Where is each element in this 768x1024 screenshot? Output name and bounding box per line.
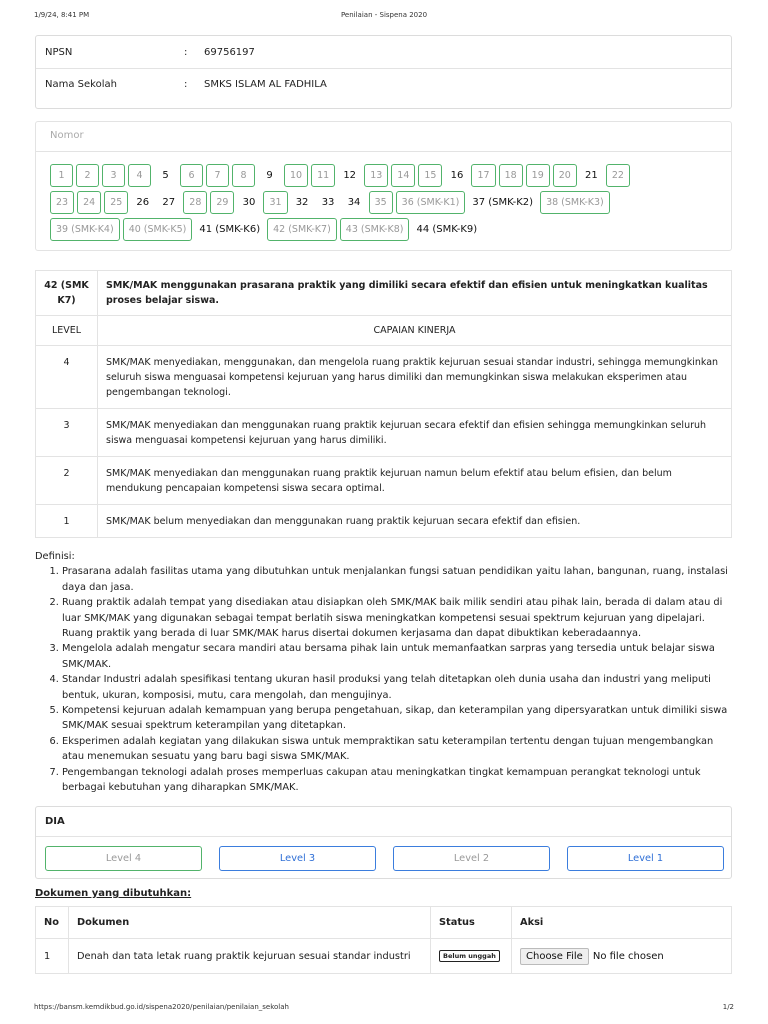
question-number-30[interactable]: 30 [242, 197, 256, 208]
question-number-22[interactable]: 22 [606, 164, 630, 187]
col-no: No [36, 907, 69, 939]
print-url: https://bansm.kemdikbud.go.id/sispena2020/penilaian/penilaian_sekolah [34, 1003, 289, 1011]
question-number-34[interactable]: 34 [347, 197, 361, 208]
col-dokumen: Dokumen [69, 907, 431, 939]
table-row [36, 346, 732, 409]
definitions-title: Definisi: [35, 551, 75, 562]
dia-title: DIA [36, 807, 731, 837]
question-number-31[interactable]: 31 [263, 191, 287, 214]
npsn-value: 69756197 [204, 46, 255, 58]
level-header-row [36, 316, 732, 346]
criteria-table [35, 270, 732, 538]
question-number-2[interactable]: 2 [76, 164, 99, 187]
table-row [36, 939, 732, 974]
print-page-number: 1/2 [722, 1003, 734, 1011]
col-aksi: Aksi [512, 907, 732, 939]
question-number-4[interactable]: 4 [128, 164, 151, 187]
question-number-18[interactable]: 18 [499, 164, 523, 187]
question-number-43[interactable]: 43 (SMK-K8) [340, 218, 410, 241]
question-number-6[interactable]: 6 [180, 164, 203, 187]
question-number-15[interactable]: 15 [418, 164, 442, 187]
question-number-39[interactable]: 39 (SMK-K4) [50, 218, 120, 241]
level-number: 3 [36, 409, 98, 457]
question-number-38[interactable]: 38 (SMK-K3) [540, 191, 610, 214]
list-item: 6. Eksperimen adalah kegiatan yang dilakukan siswa untuk mempraktikan satu keterampilan tertentu dengan tujuan mengembangkan atau menemukan sesuatu yang baru bagi siswa SMK/MAK. [62, 734, 735, 765]
question-number-7[interactable]: 7 [206, 164, 229, 187]
question-number-24[interactable]: 24 [77, 191, 101, 214]
file-status-text: No file chosen [592, 950, 664, 962]
print-datetime: 1/9/24, 8:41 PM [34, 11, 90, 19]
list-item: 4. Standar Industri adalah spesifikasi tentang ukuran hasil produksi yang telah ditetapkan oleh dunia usaha dan industri yang meliputi bentuk, ukuran, komposisi, mutu, cara mengolah, dan mengujinya. [62, 672, 735, 703]
school-name-row [36, 68, 731, 100]
criteria-statement: SMK/MAK menggunakan prasarana praktik yang dimiliki secara efektif dan efisien untuk meningkatkan kualitas proses belajar siswa. [98, 271, 732, 316]
question-number-8[interactable]: 8 [232, 164, 255, 187]
level-1-button[interactable]: Level 1 [567, 846, 724, 871]
level-number: 2 [36, 457, 98, 505]
npsn-label: NPSN [45, 46, 73, 58]
documents-header-row [36, 907, 732, 939]
question-number-14[interactable]: 14 [391, 164, 415, 187]
level-3-button[interactable]: Level 3 [219, 846, 376, 871]
question-number-3[interactable]: 3 [102, 164, 125, 187]
list-item: 5. Kompetensi kejuruan adalah kemampuan yang berupa pengetahuan, sikap, dan keterampilan yang dipersyaratkan untuk dimiliki siswa SMK/MAK sesuai spektrum keterampilan yang ditetapkan. [62, 703, 735, 734]
level-description: SMK/MAK menyediakan dan menggunakan ruang praktik kejuruan secara efektif dan efisien sehingga memungkinkan seluruh siswa menguasai kompetensi kejuruan yang harus dimiliki. [98, 409, 732, 457]
npsn-separator: : [184, 46, 188, 58]
question-number-9[interactable]: 9 [266, 170, 273, 181]
print-footer [34, 1003, 734, 1011]
status-badge: Belum unggah [439, 950, 500, 962]
question-number-12[interactable]: 12 [343, 170, 357, 181]
question-number-42[interactable]: 42 (SMK-K7) [267, 218, 337, 241]
list-item: 3. Mengelola adalah mengatur secara mandiri atau bersama pihak lain untuk memanfaatkan sarpras yang tersedia untuk belajar siswa SMK/MAK. [62, 641, 735, 672]
capaian-column-header: CAPAIAN KINERJA [98, 316, 732, 346]
question-number-5[interactable]: 5 [162, 170, 169, 181]
school-info-card [35, 35, 732, 109]
question-number-35[interactable]: 35 [369, 191, 393, 214]
table-row [36, 505, 732, 538]
choose-file-button[interactable]: Choose File [520, 948, 589, 965]
question-number-10[interactable]: 10 [284, 164, 308, 187]
question-number-16[interactable]: 16 [450, 170, 464, 181]
doc-name: Denah dan tata letak ruang praktik kejuruan sesuai standar industri [69, 939, 431, 974]
question-number-19[interactable]: 19 [526, 164, 550, 187]
dia-card [35, 806, 732, 879]
question-number-28[interactable]: 28 [183, 191, 207, 214]
question-number-row [50, 218, 731, 241]
level-description: SMK/MAK menyediakan, menggunakan, dan mengelola ruang praktik kejuruan sesuai standar industri, sehingga memungkinkan seluruh siswa menguasai kompetensi kejuruan yang harus dimiliki dan memungkinkan siswa melakukan eksperimen atau pengembangan teknologi. [98, 346, 732, 409]
question-number-23[interactable]: 23 [50, 191, 74, 214]
school-name-label: Nama Sekolah [45, 79, 117, 90]
definitions-section [35, 549, 735, 796]
documents-table [35, 906, 732, 974]
question-number-36[interactable]: 36 (SMK-K1) [396, 191, 466, 214]
criteria-code: 42 (SMK K7) [36, 271, 98, 316]
level-description: SMK/MAK menyediakan dan menggunakan ruang praktik kejuruan namun belum efektif atau belum efisien, dan belum mendukung pencapaian kompetensi siswa secara optimal. [98, 457, 732, 505]
question-number-26[interactable]: 26 [136, 197, 150, 208]
col-status: Status [431, 907, 512, 939]
level-number: 4 [36, 346, 98, 409]
definitions-list [35, 564, 735, 795]
level-description: SMK/MAK belum menyediakan dan menggunakan ruang praktik kejuruan secara efektif dan efisien. [98, 505, 732, 538]
question-number-44[interactable]: 44 (SMK-K9) [416, 224, 478, 235]
question-number-row [50, 164, 731, 187]
school-name-separator: : [184, 79, 188, 90]
question-number-row [50, 191, 731, 214]
question-number-33[interactable]: 33 [321, 197, 335, 208]
question-number-25[interactable]: 25 [104, 191, 128, 214]
question-number-40[interactable]: 40 (SMK-K5) [123, 218, 193, 241]
school-name-value: SMKS ISLAM AL FADHILA [204, 79, 327, 90]
question-number-21[interactable]: 21 [584, 170, 598, 181]
doc-no: 1 [36, 939, 69, 974]
level-2-button[interactable]: Level 2 [393, 846, 550, 871]
level-4-button[interactable]: Level 4 [45, 846, 202, 871]
question-number-20[interactable]: 20 [553, 164, 577, 187]
question-number-title: Nomor [36, 122, 731, 152]
question-number-grid [36, 152, 731, 241]
table-row [36, 457, 732, 505]
table-row [36, 409, 732, 457]
question-number-41[interactable]: 41 (SMK-K6) [199, 224, 261, 235]
doc-status-cell [431, 939, 512, 974]
list-item: 1. Prasarana adalah fasilitas utama yang dibutuhkan untuk menjalankan fungsi satuan pendidikan yaitu lahan, bangunan, ruang, instalasi daya dan jasa. [62, 564, 735, 595]
question-number-17[interactable]: 17 [471, 164, 495, 187]
criteria-header-row [36, 271, 732, 316]
question-number-1[interactable]: 1 [50, 164, 73, 187]
level-column-header: LEVEL [36, 316, 98, 346]
doc-action-cell [512, 939, 732, 974]
question-number-11[interactable]: 11 [311, 164, 335, 187]
level-number: 1 [36, 505, 98, 538]
question-number-card [35, 121, 732, 251]
print-header [34, 11, 734, 21]
question-number-13[interactable]: 13 [364, 164, 388, 187]
required-documents-title: Dokumen yang dibutuhkan: [35, 888, 192, 899]
list-item: 7. Pengembangan teknologi adalah proses memperluas cakupan atau meningkatkan tingkat kemampuan perangkat teknologi untuk berbagai kebutuhan yang diharapkan SMK/MAK. [62, 765, 735, 796]
question-number-32[interactable]: 32 [295, 197, 309, 208]
list-item: 2. Ruang praktik adalah tempat yang disediakan atau disiapkan oleh SMK/MAK baik milik sendiri atau pihak lain, berada di dalam atau di luar SMK/MAK yang digunakan sebagai tempat berlatih siswa meningkatkan kompetensi sesuai spektrum kejuruan yang dipelajari. Ruang praktik yang berada di luar SMK/MAK harus disertai dokumen kerjasama dan dapat dibuktikan keberadaannya. [62, 595, 735, 641]
file-input[interactable] [520, 948, 731, 965]
question-number-29[interactable]: 29 [210, 191, 234, 214]
question-number-37[interactable]: 37 (SMK-K2) [472, 197, 534, 208]
npsn-row [36, 36, 731, 68]
question-number-27[interactable]: 27 [162, 197, 176, 208]
print-title: Penilaian - Sispena 2020 [340, 11, 428, 19]
